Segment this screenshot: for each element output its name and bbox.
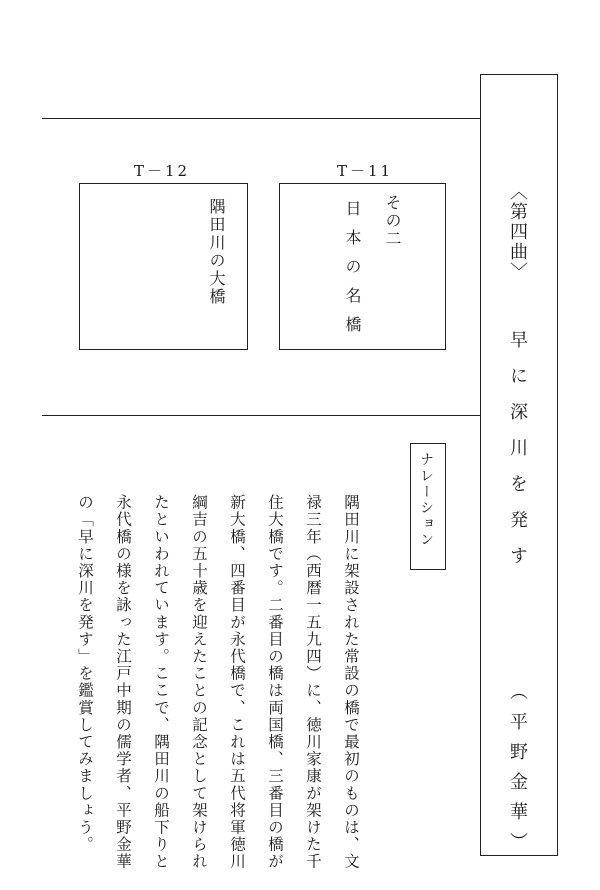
narration-line: 隅田川に架設された常設の橋で最初のものは、文 <box>342 494 360 871</box>
narration-label: ナレーション <box>418 452 434 548</box>
slide-card-t11 <box>279 183 446 350</box>
slide-title-t11: 日本の名橋 <box>343 200 362 345</box>
slide-id-t12: T－12 <box>134 162 191 180</box>
narration-line: 禄三年（西暦一五九四）に、徳川家康が架けた千 <box>304 494 322 871</box>
author-name: （平野金華） <box>507 682 528 862</box>
top-rule <box>42 118 480 119</box>
narration-line: の「早に深川を発す」を鑑賞してみましょう。 <box>76 494 94 854</box>
slide-title-t12: 隅田川の大橋 <box>207 198 226 306</box>
section-heading: 〈第四曲〉 <box>507 182 528 282</box>
narration-line: 綱吉の五十歳を迎えたことの記念として架けられ <box>190 494 208 871</box>
narration-line: 新大橋、四番目が永代橋で、これは五代将軍徳川 <box>228 494 246 871</box>
narration-line: 住大橋です。二番目の橋は両国橋、三番目の橋が <box>266 494 284 871</box>
slide-subtitle-t11: その二 <box>383 194 402 248</box>
song-title: 早に深川を発す <box>507 330 528 582</box>
narration-line: たといわれています。ここで、隅田川の船下りと <box>152 494 170 871</box>
narration-body <box>76 494 370 871</box>
slide-id-t11: T－11 <box>337 162 394 180</box>
middle-rule <box>42 415 480 416</box>
narration-line: 永代橋の様を詠った江戸中期の儒学者、平野金華 <box>114 494 132 871</box>
